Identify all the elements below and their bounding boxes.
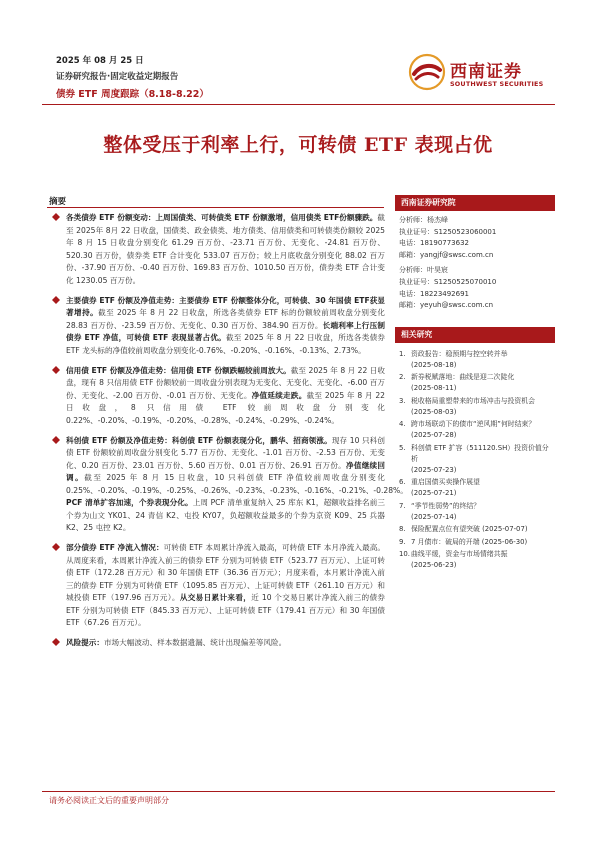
related-research-header: 相关研究 bbox=[395, 327, 555, 343]
related-title: 科创债 ETF 扩容（511120.SH）投资价值分析 bbox=[411, 443, 549, 463]
abstract-label: 摘要 bbox=[49, 197, 67, 207]
related-index: 3. bbox=[399, 396, 406, 405]
company-logo-name: 西南证券 bbox=[450, 62, 522, 82]
bullet-body: 截至 2025 年 8 月 22 日收盘，所选各类债券 ETF 龙头标的净值较前周收盘分别变化-0.76%、-0.20%、-0.16%、-0.13%、2.73%。 bbox=[66, 333, 385, 355]
related-research-item[interactable] bbox=[399, 537, 555, 548]
analyst-cert: 执业证号：S1250523060001 bbox=[399, 227, 497, 236]
bullet-body: 截至 2025 年 8 月 22 日收盘，8 只信用债 ETF 较前周收盘分别变化 0.22%、-0.20%、-0.19%、-0.20%、-0.28%、-0.24%、-0.29%、-0.24%。 bbox=[66, 390, 386, 425]
company-logo-english: SOUTHWEST SECURITIES bbox=[450, 80, 544, 88]
bullet-body: 市场大幅波动、样本数据遗漏、统计出现偏差等风险。 bbox=[103, 638, 287, 647]
related-title: 保险配置点位有望突破 (2025-07-07) bbox=[411, 525, 528, 534]
analyst-cert: 执业证号：S1250525070010 bbox=[399, 277, 497, 286]
bullet-lead: PCF 清单扩容加速，个券表现分化。 bbox=[66, 498, 193, 507]
related-index: 6. bbox=[399, 478, 406, 487]
bullet-body: 可转债 ETF 本周累计净流入最高，可转债 ETF 本月净流入最高。从周度来看，本周累计净流入前三的债券 ETF 分别为可转债 ETF（523.77 百万元）、上证可转债 ETF（172.28 百万元）和 30 年国债 ETF（36.36 百万元）；月度来看，本月累计净流入前三的债券 ETF 分别为可转债 ETF（1095.85 百万元）、上证可转债 ETF（261.10 百万元）和城投债 ETF（197.96 百万元）。 bbox=[66, 543, 386, 602]
related-index: 1. bbox=[399, 349, 406, 358]
related-date: (2025-06-23) bbox=[411, 561, 457, 570]
bullet-diamond-icon bbox=[52, 436, 60, 444]
bullet-item bbox=[49, 542, 385, 630]
related-index: 5. bbox=[399, 443, 406, 452]
footer-disclaimer: 请务必阅读正文后的重要声明部分 bbox=[49, 796, 169, 805]
bullet-lead: 从交易日累计来看， bbox=[179, 593, 252, 602]
related-date: (2025-07-23) bbox=[411, 465, 457, 474]
footer-divider bbox=[42, 791, 555, 792]
report-series: 债券 ETF 周度跟踪（8.18-8.22） bbox=[56, 89, 209, 100]
bullet-lead: 长端利率上行压制债券 ETF 净值，可转债 ETF 表现显著占优。 bbox=[66, 320, 386, 342]
bullet-lead: 净值延续走跌。 bbox=[251, 390, 307, 400]
abstract-divider bbox=[47, 207, 384, 208]
related-title: 重启国债买卖操作展望 bbox=[411, 478, 480, 487]
analyst-email: 邮箱：yeyuh@swsc.com.cn bbox=[399, 301, 494, 310]
bullet-diamond-icon bbox=[52, 543, 60, 551]
analyst-card bbox=[395, 265, 555, 311]
related-date: (2025-07-28) bbox=[411, 431, 457, 440]
related-date: (2025-08-18) bbox=[411, 360, 457, 369]
bullet-body: 截至 2025年 8月 22 日收盘，国债类、政金债类、地方债类、信用债类和可转债类份额较 2025 年 8 月 15 日收盘分别变化 61.29 百万份、-23.71 百万份、无变化、-24.81 百万份、520.30 百万份，债券类 ETF 合计变化 533.07 百万份；较上月底收盘分别变化 88.02 百万份、-37.90 百万份、-0.40 百万份、169.83 百万份、1010.50 百万份，债券类 ETF 合计变化 1230.05 百万份。 bbox=[66, 213, 385, 285]
related-title: 新券税赋落地：曲线是迎二次陡化 bbox=[411, 373, 515, 382]
header-divider bbox=[42, 104, 555, 105]
analyst-phone: 电话：18190773632 bbox=[399, 239, 469, 248]
bullet-body: 截至 2025 年 8 月 22 日收盘，现有 8 只信用债 ETF 份额较前一周收盘分别表现为无变化、无变化、无变化、-6.00 百万份、无变化、-2.00 百万份、-0.01 百万份、无变化。 bbox=[66, 365, 385, 400]
related-title: 税收格局重塑带来的市场冲击与投资机会 bbox=[411, 396, 536, 405]
bullet-lead: 各类债券 ETF 份额变动：上周国债类、可转债类 ETF 份额激增，信用债类 ETF份额骤跌。 bbox=[66, 213, 378, 222]
analyst-card bbox=[395, 215, 555, 261]
related-research-item[interactable] bbox=[399, 501, 555, 523]
bullet-body: 截至 2025 年 8 月 22 日收盘，所选各类债券 ETF 标的份额较前周收盘分别变化 28.83 百万份、-23.59 百万份、无变化、0.30 百万份、384.90 百万份。 bbox=[66, 308, 386, 330]
analyst-name: 分析师：叶昊宸 bbox=[399, 266, 448, 275]
page-title: 整体受压于利率上行，可转债 ETF 表现占优 bbox=[103, 134, 493, 156]
related-title: 跨市场联动下的债市“逆风期”何时结束？ bbox=[411, 420, 536, 429]
related-index: 9. bbox=[399, 537, 406, 546]
report-date: 2025 年 08 月 25 日 bbox=[56, 56, 144, 66]
related-title: “季节性弱势”的终结？ bbox=[411, 501, 481, 510]
related-title: 资政报告：稳预期与控空转并举 bbox=[411, 349, 508, 358]
related-title: 曲线平缓，资金与市场情绪共振 bbox=[411, 550, 508, 559]
related-research-item[interactable] bbox=[399, 349, 555, 371]
analyst-email: 邮箱：yangjf@swsc.com.cn bbox=[399, 250, 494, 259]
bullet-body: 截至 2025 年 8 月 15 日收盘，10 只科创债 ETF 净值较前周收盘分别变化 0.25%、-0.20%、-0.19%、-0.25%、-0.26%、-0.23%、-0.23%、-0.16%、-0.21%、-0.28%。 bbox=[66, 473, 408, 495]
related-index: 4. bbox=[399, 420, 406, 429]
related-index: 10. bbox=[399, 550, 410, 559]
bullet-diamond-icon bbox=[52, 296, 60, 304]
related-research-item[interactable] bbox=[399, 396, 555, 418]
institute-header: 西南证券研究院 bbox=[395, 195, 555, 211]
bullet-item bbox=[49, 295, 385, 358]
abstract-bullets bbox=[49, 212, 408, 657]
bullet-lead: 净值继续回调。 bbox=[66, 460, 385, 482]
bullet-lead: 信用债 ETF 份额及净值走势：信用债 ETF 份额跌幅较前周放大。 bbox=[66, 365, 291, 375]
bullet-diamond-icon bbox=[52, 213, 60, 221]
bullet-diamond-icon bbox=[52, 638, 60, 646]
bullet-lead: 部分债券 ETF 净流入情况： bbox=[66, 543, 164, 552]
related-index: 7. bbox=[399, 501, 406, 510]
bullet-body: 现存 10 只科创债 ETF 份额较前周收盘分别变化 5.77 百万份、无变化、-1.01 百万份、-2.53 百万份、无变化、0.20 百万份、23.01 百万份、5.60 百万份、0.01 百万份、26.91 百万份。 bbox=[66, 435, 385, 470]
related-date: (2025-08-03) bbox=[411, 407, 457, 416]
bullet-lead: 科创债 ETF 份额及净值走势：科创债 ETF 份额表现分化，鹏华、招商领涨。 bbox=[66, 435, 332, 445]
analyst-phone: 电话：18223492691 bbox=[399, 289, 469, 298]
sidebar bbox=[395, 195, 555, 571]
analyst-name: 分析师：杨杰峰 bbox=[399, 216, 448, 224]
bullet-item bbox=[49, 637, 385, 650]
bullet-item bbox=[49, 435, 408, 535]
bullet-body: 上周 PCF 清单重复纳入 25 库东 K1，超额收益排名前三个券为山文 YK01、24 青信 K2、屯投 KY07，负超额收益最多的个券为京资 K09、25 兵器 K2、25 屯控 K2。 bbox=[66, 498, 385, 532]
related-research-item[interactable] bbox=[399, 419, 555, 441]
related-research-item[interactable] bbox=[399, 549, 555, 571]
bullet-diamond-icon bbox=[52, 366, 60, 374]
related-research-item[interactable] bbox=[399, 477, 555, 499]
related-research-item[interactable] bbox=[399, 443, 555, 476]
related-research-item[interactable] bbox=[399, 372, 555, 394]
related-index: 8. bbox=[399, 525, 406, 534]
related-date: (2025-08-11) bbox=[411, 384, 457, 393]
bullet-item bbox=[49, 365, 385, 428]
bullet-lead: 主要债券 ETF 份额及净值走势：主要债券 ETF 份额整体分化，可转债、30 年国债 ETF获显著增持。 bbox=[66, 295, 385, 317]
related-index: 2. bbox=[399, 373, 406, 382]
bullet-item bbox=[49, 212, 385, 287]
report-type: 证券研究报告·固定收益定期报告 bbox=[56, 72, 179, 82]
bullet-lead: 风险提示： bbox=[66, 638, 104, 647]
related-research-list bbox=[395, 349, 555, 572]
related-date: (2025-07-21) bbox=[411, 489, 457, 498]
company-logo-mark bbox=[407, 53, 447, 91]
related-title: 7 月债市：破局的开端 (2025-06-30) bbox=[411, 537, 528, 546]
related-date: (2025-07-14) bbox=[411, 512, 457, 521]
related-research-item[interactable] bbox=[399, 524, 555, 535]
bullet-body: 近 10 个交易日累计净流入前三的债券 ETF 分别为可转债 ETF（845.33 百万元）、上证可转债 ETF（179.41 百万元）和 30 年国债 ETF（67.26 百万元）。 bbox=[66, 593, 386, 627]
